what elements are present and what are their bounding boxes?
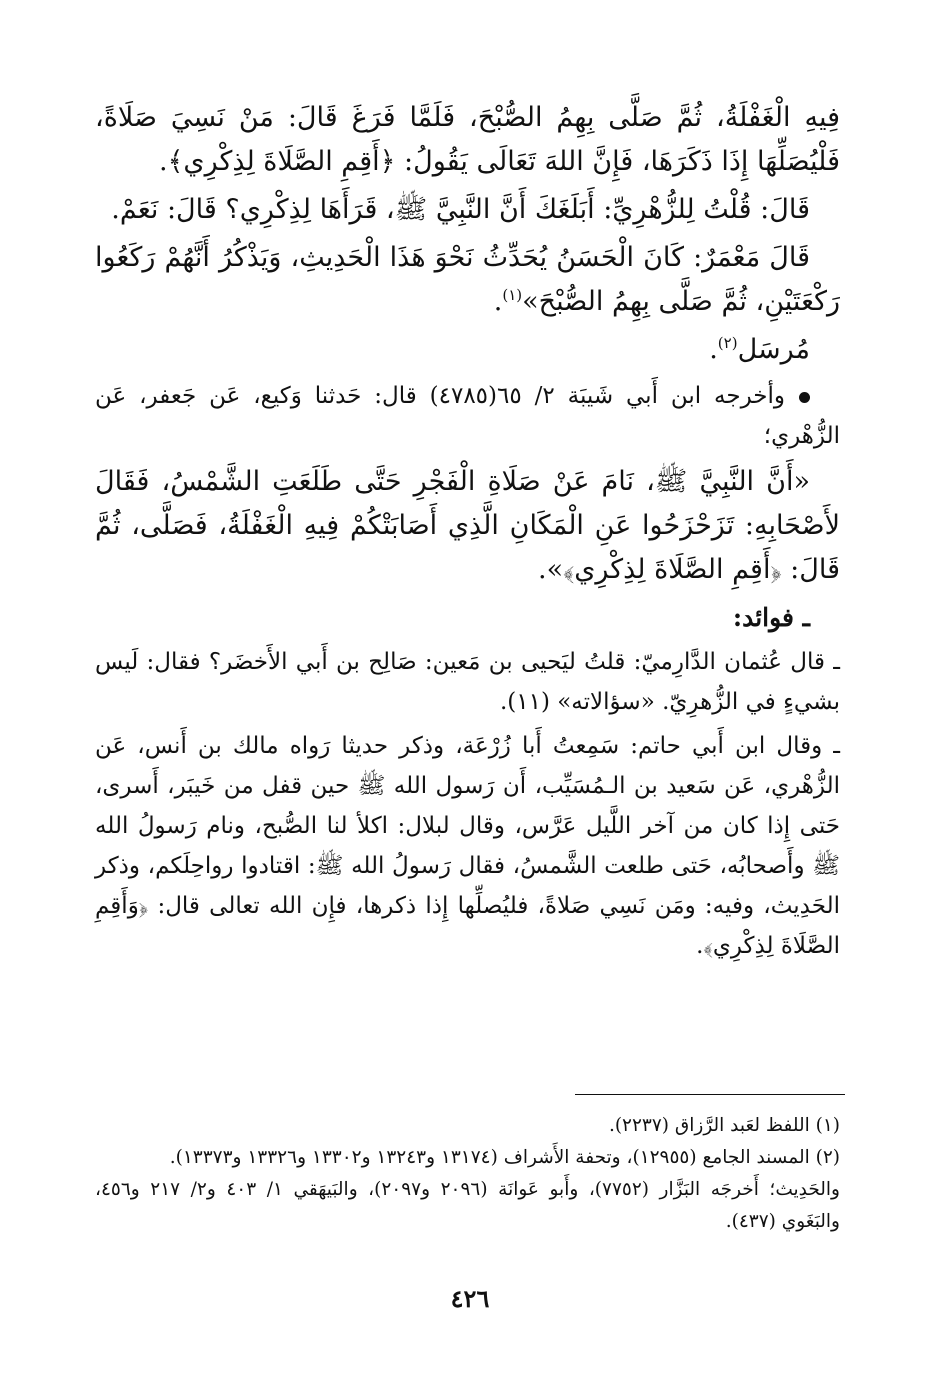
paragraph-3 (95, 236, 840, 324)
paragraph-1: فِيهِ الْغَفْلَةُ، ثُمَّ صَلَّى بِهِمُ الصُّبْحَ، فَلَمَّا فَرَغَ قَالَ: مَنْ نَسِيَ صَلَاةً، فَلْيُصَلِّهَا إِذَا ذَكَرَهَا، فَإِنَّ اللهَ تَعَالَى يَقُولُ: ﴿أَقِمِ الصَّلَاةَ لِذِكْرِي﴾. (95, 102, 840, 177)
footnotes (95, 1110, 840, 1238)
footnote-1: (١) اللفظ لعَبد الرَّزاق (٢٢٣٧). (608, 1115, 840, 1136)
paragraph-3-text: قَالَ مَعْمَرٌ: كَانَ الْحَسَنُ يُحَدِّثُ نَحْوَ هَذَا الْحَدِيثِ، وَيَذْكُرُ أَنَّهُمْ رَكَعُوا رَكْعَتَيْنِ، ثُمَّ صَلَّى بِهِمُ الصُّبْحَ» (95, 242, 840, 317)
mursal-text: مُرسَل (737, 334, 810, 365)
bullet-icon (799, 392, 810, 403)
takhrij-text: وأخرجه ابن أَبي شَيبَة ٢/ ٦٥(٤٧٨٥) قال: حَدثنا وَكيع، عَن جَعفر، عَن الزُّهْري؛ (95, 383, 840, 449)
footnote-divider (575, 1094, 845, 1095)
hadith-block (95, 96, 840, 966)
paragraph-mursal (95, 328, 840, 372)
footnote-3: والحَدِيث؛ أَخرجَه البَزَّار (٧٧٥٢)، وأَبو عَوانَة (٢٠٩٦ و٢٠٩٧)، والبَيهَقي ١/ ٤٠٣ و٢/ ٢١٧ و٤٥٦، والبَغَوي (٤٣٧). (95, 1179, 840, 1232)
main-text (95, 96, 840, 970)
benefits-heading: ـ فوائد: (732, 603, 810, 632)
mursal-tail: . (709, 334, 718, 365)
footnote-ref-1: (١) (502, 286, 523, 304)
footnote-ref-2: (٢) (717, 334, 738, 352)
paragraph-2: قَالَ: قُلْتُ لِلزُّهْرِيِّ: أَبَلَغَكَ أَنَّ النَّبِيَّ ﷺ، قَرَأَهَا لِذِكْرِي؟ قَالَ: نَعَمْ. (111, 194, 810, 225)
benefit-2: ـ وقال ابن أَبي حاتم: سَمِعتُ أَبا زُرْعَة، وذكر حديثا رَواه مالك بن أَنس، عَن الزُّهْري، عَن سَعيد بن الـمُسَيِّب، أَن رَسول الله ﷺ حين قفل من خَيبَر، أَسرى، حَتى إِذا كان من آخر اللَّيل عَرَّس، وقال لبلال: اكلأ لنا الصُّبح، ونام رَسولُ الله ﷺ وأَصحابُه، حَتى طلعت الشَّمسُ، فقال رَسولُ الله ﷺ: اقتادوا رواحِلَكم، وذكر الحَدِيث، وفيه: ومَن نَسِي صَلاةً، فليُصلِّها إِذا ذكرها، فإِن الله تعالى قال: ﴿وَأَقِمِ الصَّلَاةَ لِذِكْرِي﴾. (95, 733, 840, 959)
paragraph-takhrij (95, 376, 840, 456)
benefit-1: ـ قال عُثمان الدَّارِميّ: قلتُ ليَحيى بن مَعين: صَالِح بن أَبي الأَخضَر؟ فقال: لَيس بشيءٍ في الزُّهرِيّ. «سؤالاته» (١١). (95, 649, 840, 715)
page-number: ٤٢٦ (450, 1284, 490, 1313)
paragraph-hadith-2: «أَنَّ النَّبِيَّ ﷺ، نَامَ عَنْ صَلَاةِ الْفَجْرِ حَتَّى طَلَعَتِ الشَّمْسُ، فَقَالَ لأَصْحَابِهِ: تَزَحْزَحُوا عَنِ الْمَكَانِ الَّذِي أَصَابَتْكُمْ فِيهِ الْغَفْلَةُ، فَصَلَّى، ثُمَّ قَالَ: ﴿أَقِمِ الصَّلَاةَ لِذِكْرِي﴾». (95, 466, 840, 585)
paragraph-3-tail: . (493, 286, 503, 317)
footnote-2: (٢) المسند الجامع (١٢٩٥٥)، وتحفة الأَشراف (١٣١٧٤ و١٣٢٤٣ و١٣٣٠٢ و١٣٣٢٦ و١٣٣٧٣). (169, 1147, 840, 1168)
